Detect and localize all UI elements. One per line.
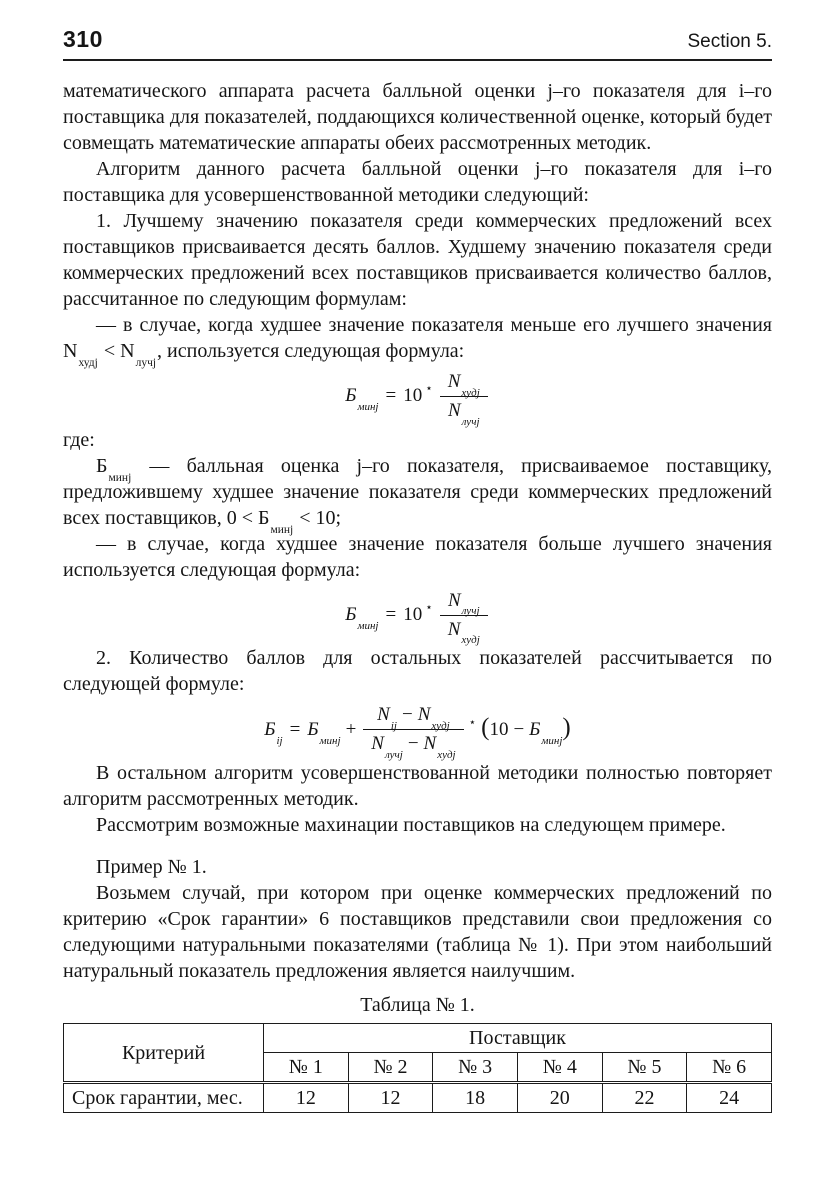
math-var: N [423,733,437,755]
minus-sign: − [513,718,525,740]
math-var: Б [264,718,276,740]
math-sub: лучj [461,605,480,618]
math-var-n-best: N [120,340,135,362]
math-sub: минj [541,734,563,747]
table-caption: Таблица № 1. [360,994,475,1017]
math-var: Б [529,718,541,740]
paragraph-intro: математического аппарата расчета балльной оценки j–го показателя для i–го поставщика для показателей, поддающихся количественной оценке, который будет совмещать математические аппараты обеих рассмотренных методик. [63,80,772,154]
numerator [440,590,488,616]
formula-lhs [345,385,379,414]
header-rule [63,59,772,61]
table-header-row-1 [64,1024,772,1053]
multiplication-star: ⋆ [468,714,477,729]
formula-score-general [63,704,772,762]
coefficient: 10 [403,385,423,407]
formula-lhs [345,604,379,632]
math-sub: минj [357,619,379,632]
math-sub: минj [270,523,294,536]
paragraph-case-less [63,312,772,369]
math-var-b-min: Б [96,454,108,477]
row-label-cell: Срок гарантии, мес. [64,1083,264,1113]
example-heading: Пример № 1. [96,856,207,879]
value-cell: 20 [517,1083,602,1113]
equals-sign: = [289,718,301,740]
where-label: где: [63,428,95,451]
less-than-sign: < [98,340,121,362]
text-segment: — балльная оценка j–го показателя, присваиваемое поставщику, предложившему худшее значение показателя среди коммерческих предложений всех поставщиков, 0 < [63,454,772,529]
math-sub: ij [390,720,397,733]
fraction [363,704,463,762]
paragraph-algorithm: Алгоритм данного расчета балльной оценки j–го показателя для i–го поставщика для усовершенствованной методики следующий: [63,158,772,206]
multiplication-star: ⋆ [425,381,433,396]
fraction [440,371,488,428]
math-var: Б [345,604,357,626]
math-sub: худj [431,720,450,733]
math-sub: лучj [461,415,480,428]
paragraph-conclusion: В остальном алгоритм усовершенствованной методики полностью повторяет алгоритм рассмотренных методик. [63,762,772,811]
value-cell: 12 [348,1083,433,1113]
math-var: N [377,704,390,726]
constant-ten: 10 [489,718,509,740]
minus-sign: − [401,704,413,726]
suppliers-table [63,1023,772,1113]
math-var: N [447,589,461,611]
supplier-col-header: № 5 [602,1053,687,1083]
supplier-col-header: № 4 [517,1053,602,1083]
math-var: Б [307,718,319,740]
formula-min-score-less [63,371,772,428]
supplier-header-cell: Поставщик [264,1024,772,1053]
supplier-col-header: № 6 [687,1053,772,1083]
table-row [64,1083,772,1113]
supplier-col-header: № 3 [433,1053,518,1083]
math-sub: худj [461,386,480,399]
supplier-col-header: № 2 [348,1053,433,1083]
math-sub: минj [108,471,132,484]
plus-sign: + [345,718,357,740]
text-segment: < 10; [294,506,342,529]
formula-lhs [264,718,283,747]
numerator [440,371,488,397]
open-paren: ( [481,714,490,742]
math-var-n-worst: N [63,340,78,362]
supplier-col-header: № 1 [264,1053,349,1083]
value-cell: 24 [687,1083,772,1113]
equals-sign: = [385,385,397,407]
paragraph-step2: 2. Количество баллов для остальных показателей рассчитывается по следующей формуле: [63,647,772,696]
denominator [363,730,463,762]
paragraph-example-body: Возьмем случай, при котором при оценке коммерческих предложений по критерию «Срок гарантии» 6 поставщиков представили свои предложения со следующими натуральными показателями (таблица № 1). При этом наибольший натуральный показатель предложения является наилучшим. [63,882,772,983]
term-b-min [529,718,563,747]
fraction [440,589,488,647]
text-segment: — в случае, когда худшее значение показателя меньше его лучшего значения [96,314,772,336]
math-sub: минj [357,401,379,414]
close-paren: ) [562,714,571,742]
paragraph-example-intro: Рассмотрим возможные махинации поставщиков на следующем примере. [96,814,726,837]
value-cell: 12 [264,1083,349,1113]
value-cell: 22 [602,1083,687,1113]
equals-sign: = [385,604,397,626]
math-var-b-min: Б [257,506,270,529]
math-sub: лучj [135,357,157,369]
math-sub: минj [319,734,341,747]
math-var: N [417,704,431,726]
minus-sign: − [407,733,419,755]
math-var: Б [345,385,357,407]
denominator [440,616,488,647]
section-label: Section 5. [687,31,772,52]
page-number: 310 [63,26,103,52]
paragraph-bmin-definition [63,453,772,536]
math-var: N [447,399,461,421]
math-var: N [371,733,384,755]
math-sub: худj [78,357,98,369]
criterion-header-cell: Критерий [64,1024,264,1083]
multiplication-star: ⋆ [425,600,433,615]
text-segment: , используется следующая формула: [157,340,465,362]
math-sub: лучj [384,749,403,762]
denominator [440,397,488,428]
paragraph-step1: 1. Лучшему значению показателя среди коммерческих предложений всех поставщиков присваивается десять баллов. Худшему значению показателя среди коммерческих предложений всех поставщиков присваивается количество баллов, рассчитанное по следующим формулам: [63,210,772,310]
math-sub: ij [276,734,283,747]
coefficient: 10 [403,604,423,626]
math-sub: худj [437,749,456,762]
paragraph-case-greater: — в случае, когда худшее значение показателя больше лучшего значения используется следующая формула: [63,532,772,581]
page-body [63,78,772,1113]
math-var: N [447,371,461,392]
math-sub: худj [461,634,480,647]
math-var: N [447,618,461,640]
page-header [63,28,772,51]
formula-min-score-greater [63,589,772,647]
term-b-min [307,718,341,747]
numerator [363,704,463,733]
value-cell: 18 [433,1083,518,1113]
